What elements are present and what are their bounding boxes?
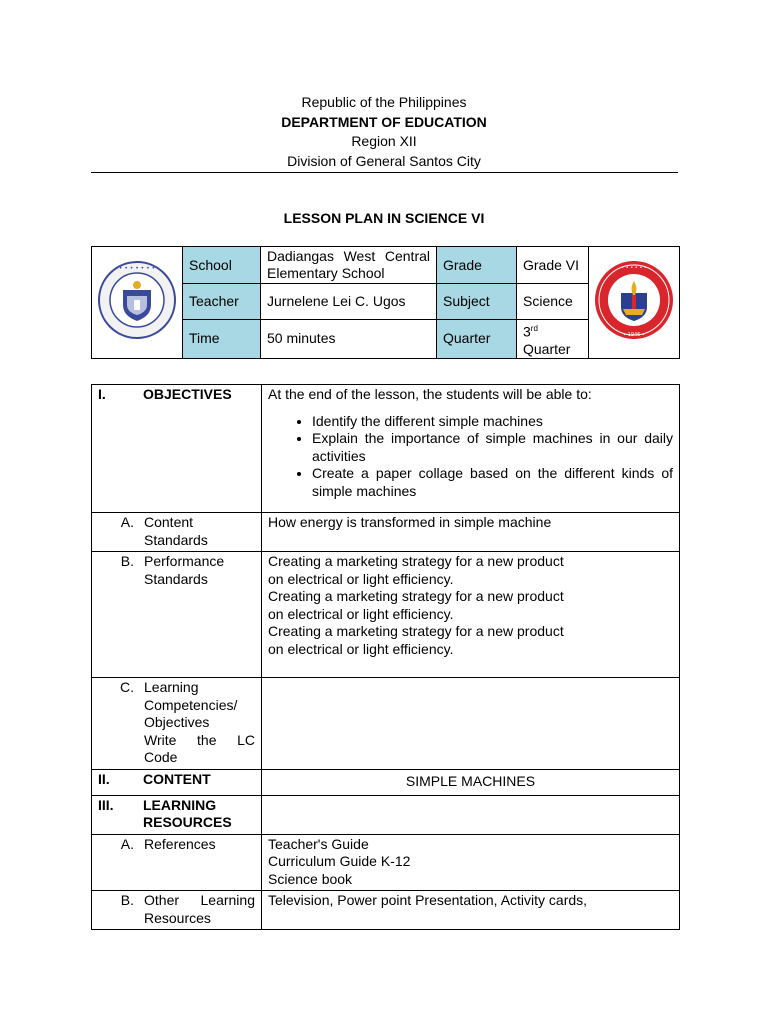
table-row: [92, 385, 680, 513]
content-standards-value: How energy is transformed in simple machine: [262, 513, 680, 552]
objectives-value-cell: [262, 385, 680, 513]
quarter-word: Quarter: [523, 340, 571, 357]
performance-standards-label-cell: [92, 552, 262, 678]
item-letter: B.: [120, 553, 134, 569]
text-line: on electrical or light efficiency.: [268, 640, 454, 657]
text-line: Creating a marketing strategy for a new product: [268, 623, 564, 639]
references-label: References: [144, 835, 216, 852]
svg-text:• 1946 •: • 1946 •: [623, 332, 645, 339]
grade-value: Grade VI: [517, 247, 589, 284]
table-row: [92, 769, 680, 795]
performance-standards-label: Performance Standards: [144, 553, 225, 587]
section-number: II.: [98, 770, 110, 787]
teacher-value: Jurnelene Lei C. Ugos: [261, 284, 437, 320]
info-table: [91, 246, 680, 359]
learning-competencies-label-cell: [92, 678, 262, 770]
svg-text:• • • • • • •: • • • • • • •: [118, 265, 156, 273]
quarter-value: [517, 320, 589, 359]
section-number: I.: [98, 386, 106, 402]
page-title: LESSON PLAN IN SCIENCE VI: [283, 210, 485, 226]
learning-resources-label-cell: [92, 795, 262, 834]
school-label: School: [183, 247, 261, 284]
table-row: [92, 834, 680, 891]
subject-value: Science: [517, 284, 589, 320]
lesson-table: [91, 384, 680, 930]
header-divider: [91, 172, 678, 173]
quarter-label: Quarter: [437, 320, 517, 359]
list-item: • Explain the importance of simple machines in our daily activities: [312, 430, 673, 465]
item-letter: C.: [120, 679, 134, 695]
objectives-list: [268, 413, 673, 501]
objectives-label-cell: [92, 385, 262, 513]
quarter-number: 3: [523, 323, 531, 340]
learning-resources-value: [262, 795, 680, 834]
subject-label: Subject: [437, 284, 517, 320]
grade-label: Grade: [437, 247, 517, 284]
references-value-cell: [262, 834, 680, 891]
section-number: III.: [98, 796, 114, 813]
content-label-cell: [92, 769, 262, 795]
text-line: on electrical or light efficiency.: [268, 605, 454, 622]
learning-resources-label: LEARNING RESOURCES: [143, 796, 232, 830]
list-item: • Create a paper collage based on the different kinds of simple machines: [312, 465, 673, 500]
references-label-cell: [92, 834, 262, 891]
other-resources-label: Other Learning Resources: [144, 892, 255, 926]
text-line: Curriculum Guide K-12: [268, 853, 411, 869]
text-line: Creating a marketing strategy for a new product: [268, 553, 564, 569]
item-letter: A.: [120, 514, 134, 530]
list-item: • Identify the different simple machines: [312, 413, 673, 431]
text-line: Teacher's Guide: [268, 835, 369, 852]
other-resources-value: Television, Power point Presentation, Activity cards,: [262, 891, 680, 930]
school-seal-cell: [589, 247, 680, 359]
header-division: Division of General Santos City: [287, 152, 481, 169]
quarter-suffix: rd: [530, 324, 538, 333]
content-value: SIMPLE MACHINES: [262, 769, 680, 795]
deped-seal-cell: [92, 247, 183, 359]
performance-standards-value-cell: [262, 552, 680, 678]
item-letter: B.: [120, 892, 134, 908]
learning-competencies-value: [262, 678, 680, 770]
table-row: [92, 678, 680, 770]
content-label: CONTENT: [143, 770, 211, 787]
text-line: Creating a marketing strategy for a new product: [268, 588, 564, 604]
document-header: [0, 93, 768, 171]
school-seal-icon: [593, 259, 675, 341]
item-letter: A.: [120, 835, 134, 852]
time-value: 50 minutes: [261, 320, 437, 359]
header-republic: Republic of the Philippines: [301, 94, 467, 110]
svg-text:• • • • • •: • • • • • •: [621, 265, 647, 272]
text-line: on electrical or light efficiency.: [268, 570, 454, 587]
table-row: [92, 513, 680, 552]
text-line: Science book: [268, 870, 353, 887]
content-standards-label: Content Standards: [144, 514, 208, 548]
deped-seal-icon: [97, 260, 177, 340]
table-row: [92, 891, 680, 930]
table-row: [92, 795, 680, 834]
school-value: Dadiangas West Central Elementary School: [261, 247, 437, 284]
teacher-label: Teacher: [183, 284, 261, 320]
table-row: [92, 552, 680, 678]
time-label: Time: [183, 320, 261, 359]
header-region: Region XII: [351, 133, 417, 149]
other-resources-label-cell: [92, 891, 262, 930]
objectives-intro: At the end of the lesson, the students will be able to:: [268, 386, 592, 402]
header-department: DEPARTMENT OF EDUCATION: [281, 113, 487, 130]
learning-competencies-label: Learning Competencies/ Objectives Write the LC Code: [144, 679, 255, 765]
content-standards-label-cell: [92, 513, 262, 552]
objectives-label: OBJECTIVES: [143, 386, 232, 402]
